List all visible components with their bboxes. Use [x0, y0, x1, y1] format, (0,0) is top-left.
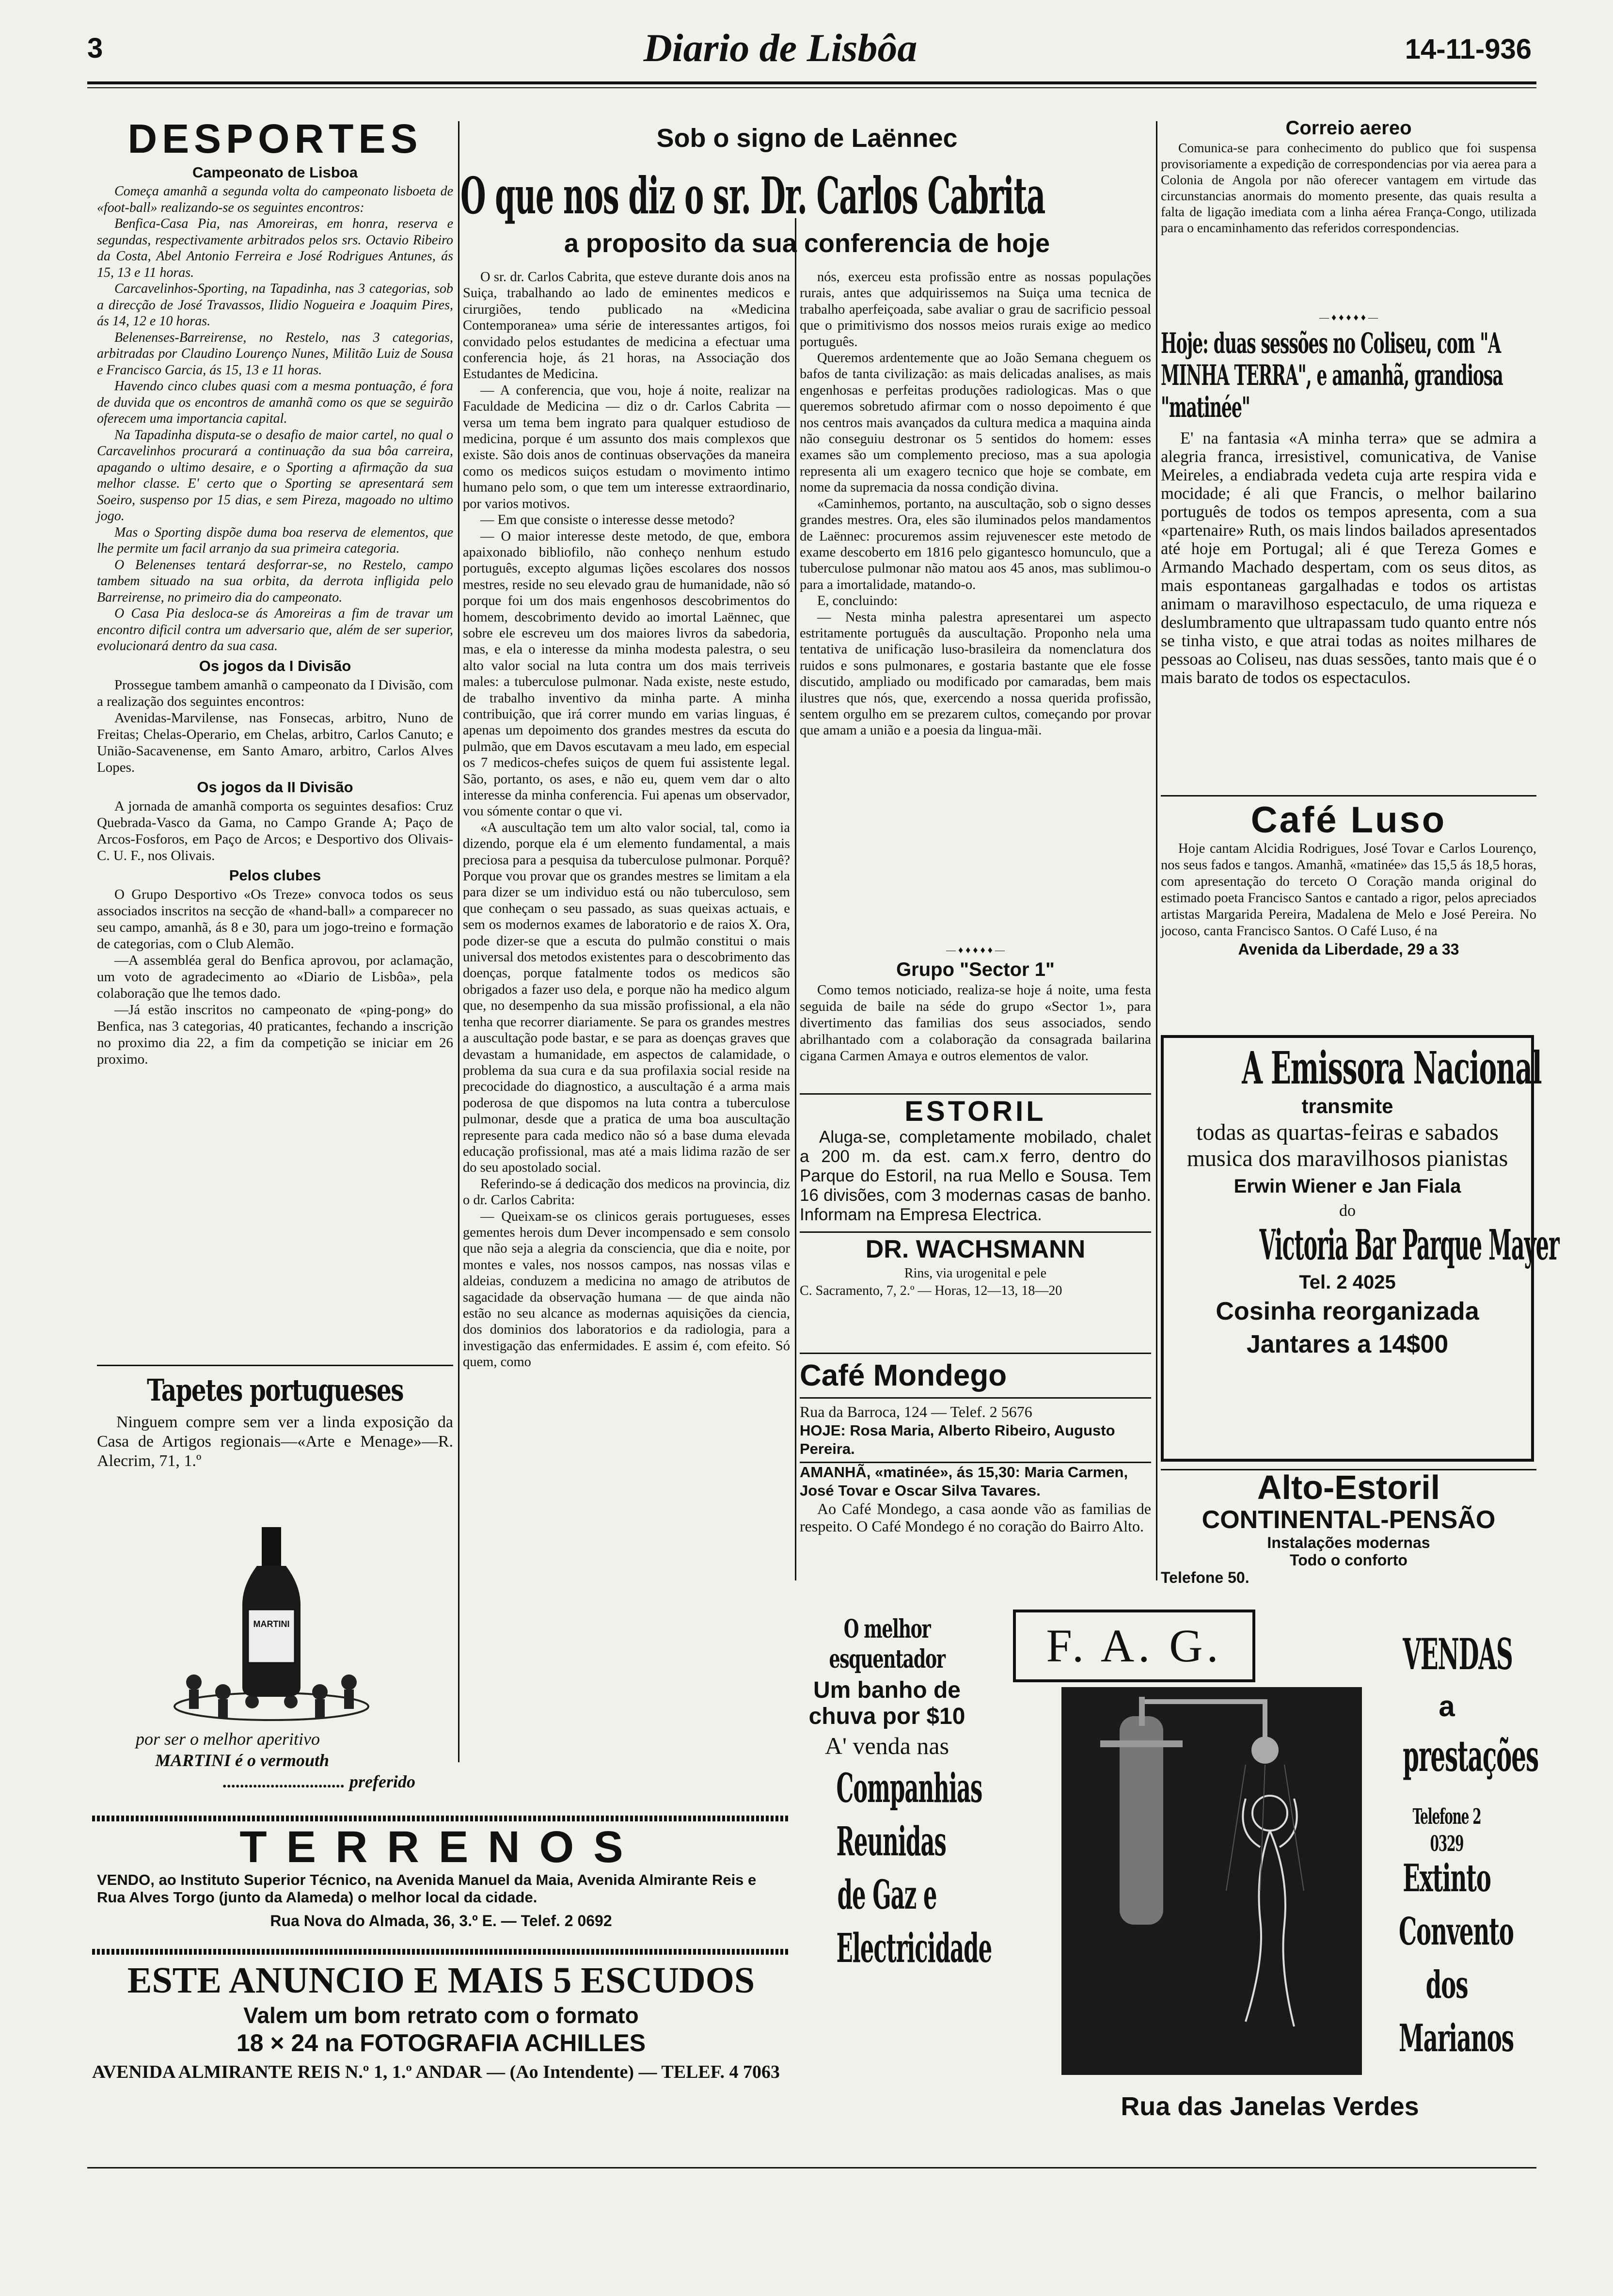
alto-estoril-subtitle: CONTINENTAL-PENSÃO — [1202, 1506, 1496, 1534]
div2-body — [97, 798, 453, 864]
luso-address: Avenida da Liberdade, 29 a 33 — [1238, 941, 1459, 958]
terrenos-bottom-border — [92, 1949, 790, 1955]
fag-a: a — [1439, 1690, 1455, 1722]
alto-estoril-ad — [1161, 1469, 1536, 1585]
gaz-line4: A' venda nas — [824, 1732, 949, 1759]
desportes-section — [97, 116, 453, 1387]
coliseu-headline: Hoje: duas sessões no Coliseu, com "A MINHA TERRA", e amanhã, grandiosa "matinée" — [1161, 327, 1503, 424]
mondego-rule — [800, 1397, 1151, 1399]
paragraph: O Belenenses tentará desforrar-se, no Restelo, campo tambem situado na sua orbita, da derrota infligida pelo Barreirense, no primeiro dia do campeonato. — [97, 557, 453, 605]
desportes-title: DESPORTES — [127, 116, 423, 161]
mondego-title: Café Mondego — [800, 1359, 1007, 1392]
paragraph: Comunica-se para conhecimento do publico que foi suspensa provisoriamente a expedição de correspondencias por via aerea para a Colonia de Angola por não oferecer vantagem em virtude das circunstancias anormais do momento presente, das quais resulta a falta de ligação imediata com a linha aérea França-Congo, utilizada para o encaminhamento das referidos correspondencias. — [1161, 140, 1536, 235]
divider — [800, 1093, 1151, 1095]
paragraph: O sr. dr. Carlos Cabrita, que esteve durante dois anos na Suiça, trabalhando ao lado de eminentes medicos e cirurgiões, tendo publicado na «Medicina Contemporanea» uma série de interessantes artigos, foi convidado pelos estudantes de medicina a efectuar uma conferencia hoje, ás 21 horas, na Associação dos Estudantes de Medicina. — [463, 270, 790, 382]
alto-estoril-phone: Telefone 50. — [1161, 1569, 1249, 1586]
terrenos-top-border — [92, 1816, 790, 1821]
estoril-title: ESTORIL — [904, 1096, 1046, 1127]
divider — [800, 1353, 1151, 1354]
pelos-clubes-body — [97, 886, 453, 1068]
paragraph: Prossegue tambem amanhã o campeonato da I Divisão, com a realização dos seguintes encontros: — [97, 677, 453, 709]
bottom-rule — [87, 2167, 1536, 2168]
fag-prestacoes: prestações — [1403, 1731, 1539, 1781]
terrenos-title: TERRENOS — [239, 1822, 643, 1872]
gaz-line1: O melhor — [843, 1614, 931, 1644]
header-rule — [87, 81, 1536, 84]
emissora-transmite: transmite — [1301, 1095, 1393, 1117]
issue-date: 14-11-936 — [1405, 33, 1532, 65]
column-rule-2 — [795, 218, 796, 1580]
alto-estoril-line1: Instalações modernas — [1267, 1534, 1430, 1551]
terrenos-ad — [92, 1823, 790, 1944]
emissora-ad — [1161, 1035, 1559, 1462]
gaz-line5: Companhias Reunidas de Gaz e Electricidade — [836, 1765, 992, 1972]
ornament-divider: — ♦ ♦ ♦ ♦ ♦ — — [946, 945, 1005, 956]
paragraph: —Já estão inscritos no campeonato de «ping-pong» do Benfica, nas 3 categorias, 40 praticantes, fechando a inscrição no proximo dia 22, a fim da competição se iniciar em 26 proximo. — [97, 1002, 453, 1067]
tapetes-ad — [97, 1372, 453, 1527]
martini-bottle-label: MARTINI — [253, 1619, 290, 1629]
paragraph: O Casa Pia desloca-se ás Amoreiras a fim de travar um encontro dificil contra um adversario que, além de ser superior, evolucionará dentro da sua casa. — [97, 606, 453, 654]
header-rule-thin — [87, 87, 1536, 88]
desportes-subtitle: Campeonato de Lisboa — [192, 164, 358, 181]
laennec-headline: O que nos diz o sr. Dr. Carlos Cabrita — [460, 166, 1045, 225]
emissora-do: do — [1339, 1202, 1356, 1220]
coliseu-item — [1161, 327, 1536, 793]
paragraph: Avenidas-Marvilense, nas Fonsecas, arbitro, Nuno de Freitas; Chelas-Operario, em Chelas, arbitro, Carlos Canuto; e União-Sacavenense, em Santo Amaro, arbitro, Carlos Alves Lopes. — [97, 710, 453, 775]
luso-body — [1161, 841, 1536, 940]
achilles-line2: Valem um bom retrato com o formato — [243, 2003, 639, 2028]
fag-logo: F. A. G. — [1046, 1620, 1222, 1672]
emissora-text: todas as quartas-feiras e sabados musica dos maravilhosos pianistas — [1186, 1119, 1508, 1171]
estoril-text: Aluga-se, completamente mobilado, chalet a 200 m. da est. cam.x ferro, dentro do Parque do Estoril, na rua Mello e Sousa. Tem 16 divisões, com 3 modernas casas de banho. Informam na Empresa Electrica. — [800, 1128, 1151, 1224]
div1-body — [97, 677, 453, 776]
fag-convento: Extinto Convento dos Marianos — [1399, 1856, 1514, 2060]
emissora-bar: Victoria Bar Parque Mayer — [1259, 1221, 1559, 1270]
correio-body — [1161, 140, 1536, 236]
bottle-icon — [242, 1527, 300, 1697]
emissora-tel: Tel. 2 4025 — [1299, 1272, 1396, 1293]
correio-title: Correio aereo — [1285, 117, 1412, 139]
divider — [800, 1231, 1151, 1233]
mondego-rule-2 — [800, 1462, 1151, 1463]
wachsmann-line1: Rins, via urogenital e pele — [904, 1266, 1047, 1281]
paragraph: Queremos ardentemente que ao João Semana cheguem os bafos de tanta civilização: as mais delicadas analises, as mais engenhosas e perfeitas produções radiologicas. Mas o que queremos sobretudo afirmar com o nosso depoimento é que nos centros mais avançados da cultura medica a maquina ainda não conseguiu destronar os 5 sentidos do homem: esses exames são um complemento precioso, mas a sua apologia representa ali um exagero tecnico que hoje se combate, em nome da supremacia da nossa condição divina. — [800, 351, 1151, 495]
terrenos-text: VENDO, ao Instituto Superior Técnico, na Avenida Manuel da Maia, Avenida Almirante Reis e Rua Alves Torgo (junto da Alameda) o melhor local da cidade. — [97, 1871, 757, 1906]
paragraph: Na Tapadinha disputa-se o desafio de maior cartel, no qual o Carcavelinhos procurará a continuação da sua bôa carreira, apagando o ultimo desaire, e o Sporting a afirmação da sua melhor classe. E' certo que o Sporting se apresentará sem Soeiro, suspenso por 15 dias, e sem Pireza, magoado no ultimo jogo. — [97, 427, 453, 524]
achilles-ad — [92, 1959, 790, 2119]
paragraph: nós, exerceu esta profissão entre as nossas populações rurais, antes que adquirissemos na Suiça uma tecnica de trabalho aperfeiçoada, sabe avaliar o grau de sacrificio pessoal que o primitivismo dos nossos meios rurais exige ao medico português. — [800, 270, 1151, 350]
mondego-address: Rua da Barroca, 124 — Telef. 2 5676 — [800, 1403, 1032, 1420]
paragraph: Mas o Sporting dispõe duma boa reserva de elementos, que lhe permite um facil arranjo da sua primeira categoria. — [97, 525, 453, 556]
alto-estoril-line2: Todo o conforto — [1290, 1551, 1407, 1569]
paragraph: E, concluindo: — [817, 593, 898, 609]
laennec-kicker: Sob o signo de Laënnec — [656, 124, 958, 153]
paragraph: — Em que consiste o interesse desse metodo? — [480, 512, 735, 528]
laennec-column-1 — [463, 269, 790, 1816]
wachsmann-title: DR. WACHSMANN — [865, 1235, 1086, 1263]
paragraph: «Caminhemos, portanto, na auscultação, sob o signo desses grandes mestres. Ora, eles são iluminados pelos mandamentos de Laënnec: procuremos assim rejuvenescer este metodo de exame descoberto em 1816 pelo gigantesco homunculo, que a tuberculose pulmonar não matou aos 45 anos, mas sublimou-o para a imortalidade, matando-o. — [800, 496, 1151, 592]
martini-line3: ............................ preferido — [223, 1772, 415, 1791]
div1-title: Os jogos da I Divisão — [199, 657, 351, 674]
mondego-tomorrow: AMANHÃ, «matinée», ás 15,30: Maria Carmen, José Tovar e Oscar Silva Tavares. — [800, 1464, 1128, 1499]
emissora-jantares: Jantares a 14$00 — [1246, 1330, 1449, 1358]
wachsmann-ad — [800, 1234, 1151, 1345]
desportes-body — [97, 183, 453, 654]
tapetes-title: Tapetes portugueses — [147, 1372, 403, 1408]
paragraph: Benfica-Casa Pia, nas Amoreiras, em honra, reserva e segundas, respectivamente arbitrados pelos srs. Octavio Ribeiro da Costa, Abel Antonio Ferreira e José Rodrigues Antunes, ás 15, 13 e 11 horas. — [97, 216, 453, 280]
pelos-clubes-title: Pelos clubes — [229, 866, 321, 884]
paragraph: Carcavelinhos-Sporting, na Tapadinha, nas 3 categorias, sob a direcção de José Travassos, Ilidio Nogueira e Joaquim Pires, ás 14, 12 e 10 horas. — [97, 281, 453, 329]
fag-ad — [1008, 1610, 1539, 2143]
mondego-today: HOJE: Rosa Maria, Alberto Ribeiro, Augusto Pereira. — [800, 1422, 1115, 1457]
column-rule-3 — [1156, 121, 1157, 1580]
martini-line2: MARTINI é o vermouth — [155, 1751, 330, 1770]
paragraph: — O maior interesse deste metodo, de que, embora apaixonado bibliofilo, não conheço nenhum estudo português, excepto algumas lições escolares dos nossos mestres, reside no seu elevado grau de humanidade, não só porque foi um dos mais engenhosos descobrimentos do homem, descobrimento devido ao imortal Laënnec, que sobre ele escreveu um dos maiores livros da sabedoria, mas, e ela o interesse da minha modesta palestra, o seu alto valor social na luta contra um dos mais terriveis males: a tuberculose pulmonar. Nada existe, neste estudo, de trabalho inventivo da minha parte. A minha contribuição, que irá correr mundo em varias linguas, é apenas um depoimento dos grandes mestres da escuta do pulmão, que em Davos escutavam a meu lado, em especial os 7 medicos-chefes suiços de quem fui assistente legal. São, portanto, os ases, e não eu, quem vem dar o alto interesse da minha conferencia. Fui apenas um observador, vou sómente contar o que vi. — [463, 528, 790, 819]
paragraph: O Grupo Desportivo «Os Treze» convoca todos os seus associados inscritos na secção de «hand-ball» a comparecer no seu campo, amanhã, ás 8 e 30, para um jogo-treino e formação de categorias, com o Club Alemão. — [97, 886, 453, 952]
paragraph: Começa amanhã a segunda volta do campeonato lisboeta de «foot-ball» realizando-se os seguintes encontros: — [97, 184, 453, 215]
paragraph: Referindo-se á dedicação dos medicos na provincia, diz o dr. Carlos Cabrita: — [463, 1176, 790, 1208]
wachsmann-line2: C. Sacramento, 7, 2.º — Horas, 12—13, 18—20 — [800, 1283, 1062, 1298]
tapetes-text: Ninguem compre sem ver a linda exposição da Casa de Artigos regionais—«Arte e Menage»—R. Alecrim, 71, 1.º — [97, 1413, 453, 1470]
emissora-cosinha: Cosinha reorganizada — [1216, 1297, 1479, 1325]
achilles-line4: AVENIDA ALMIRANTE REIS N.º 1, 1.º ANDAR — (Ao Intendente) — TELEF. 4 7063 — [92, 2062, 780, 2082]
paragraph: Como temos noticiado, realiza-se hoje á noite, uma festa seguida de baile na séde do grupo «Sector 1», para divertimento das familias dos seus associados, sendo abrilhantado com a colaboração da consagrada bailarina cigana Carmen Amaya e outros elementos de valor. — [800, 982, 1151, 1064]
paragraph: — Nesta minha palestra apresentarei um aspecto estritamente português da auscultação. Proponho nela uma tentativa de unificação luso-brasileira da nomenclatura dos ruidos e sons pulmonares, e gostaria bastante que ele fosse discutido, ampliado ou modificado por camaradas, bem mais ilustres que nós, que, exercendo a nossa querida profissão, sentem orgulho em se prezarem cultos, começando por provar que amam a união e a poesia da lingua-mãi. — [800, 609, 1151, 738]
mondego-ad — [800, 1357, 1151, 1580]
masthead: Diario de Lisbôa — [643, 26, 917, 70]
sector1-item — [800, 957, 1151, 1084]
sector1-title: Grupo "Sector 1" — [896, 959, 1055, 980]
alto-estoril-title: Alto-Estoril — [1257, 1468, 1440, 1506]
estoril-ad — [800, 1096, 1151, 1227]
divider — [97, 1365, 453, 1366]
laennec-column-2 — [800, 269, 1151, 996]
luso-title: Café Luso — [1250, 799, 1447, 841]
ornament-divider: — ♦ ♦ ♦ ♦ ♦ — — [1319, 312, 1378, 323]
martini-line1: por ser o melhor aperitivo — [136, 1729, 320, 1749]
paragraph: Belenenses-Barreirense, no Restelo, nas 3 categorias, arbitradas por Claudino Lourenço Nunes, Militão Luiz de Sousa e Francisco Garcia, ás 15, 13 e 11 horas. — [97, 330, 453, 378]
mondego-closing: Ao Café Mondego, a casa aonde vão as familias de respeito. O Café Mondego é no coração do Bairro Alto. — [800, 1500, 1151, 1535]
martini-ad — [97, 1522, 453, 1808]
terrenos-address: Rua Nova do Almada, 36, 3.º E. — Telef. 2 0692 — [270, 1912, 612, 1929]
paragraph: Havendo cinco clubes quasi com a mesma pontuação, é fora de duvida que os encontros de amanhã como os que se seguirão oferecem uma importancia capital. — [97, 379, 453, 426]
correio-item — [1161, 116, 1536, 330]
achilles-line3: 18 × 24 na FOTOGRAFIA ACHILLES — [236, 2029, 646, 2057]
paragraph: A jornada de amanhã comporta os seguintes desafios: Cruz Quebrada-Vasco da Gama, no Campo Grande A; Paço de Arcos-Fosforos, em Paço de Arcos; e Desportivo dos Olivais-C. U. F., nos Olivais. — [97, 798, 453, 863]
coliseu-text: E' na fantasia «A minha terra» que se admira a alegria franca, irresistivel, comunicativa, de Vanise Meireles, a endiabrada vedeta cuja arte respira vida e mocidade; é ali que Francis, o melhor bailarino português de todos os tempos apresenta, com a sua «partenaire» Ruth, os mais lindos bailados apresentados até hoje em Portugal; ali é que Tereza Gomes e Armando Machado despertam, com os seus ditos, as mais espontaneas gargalhadas e todos os artistas animam o maravilhoso espectaculo, de uma riqueza e deslumbramento que ultrapassam tudo quanto entre nós se tinha visto, e que atrai todas as noites milhares de pessoas ao Coliseu, nas duas sessões, tanto mais que é o mais barato de todos os espectaculos. — [1161, 429, 1536, 687]
shower-illustration — [1061, 1687, 1362, 2075]
fag-street: Rua das Janelas Verdes — [1121, 2092, 1419, 2121]
paragraph: — Queixam-se os clinicos gerais portugueses, esses gementes herois dum Dever incompensado e sem consolo que não seja a alegria da consciencia, que dia e noite, por montes e vales, nos nossos campos, nas nossas vilas e aldeias, conduzem a medicina no amago de atributos de sagacidade da observação humana — de que ainda não estão no seu alcance as modernas aquisições da ciencia, dos dominios dos laboratorios e da radiologia, para a investigação das enfermidades. E assim é, com efeito. Só quem, como — [463, 1209, 790, 1370]
sector1-body — [800, 982, 1151, 1064]
div2-title: Os jogos da II Divisão — [197, 778, 353, 796]
paragraph: Hoje cantam Alcidia Rodrigues, José Tovar e Carlos Lourenço, nos seus fados e tangos. Amanhã, «matinée» das 15,5 ás 18,5 horas, com apresentação do terceto O Coração manda original do estimado poeta Francisco Santos e cantado a rigor, pelos apreciados artistas Margarida Pereira, Madalena de Melo e José Pereira. No jocoso, canta Francisco Santos. O Café Luso, é na — [1161, 841, 1536, 939]
gaz-line3: Um banho de chuva por $10 — [808, 1677, 965, 1729]
achilles-line1: ESTE ANUNCIO E MAIS 5 ESCUDOS — [127, 1960, 755, 2001]
fag-logo-box — [1013, 1610, 1255, 1682]
laennec-deck: a proposito da sua conferencia de hoje — [564, 229, 1050, 258]
fag-vendas: VENDAS — [1403, 1629, 1513, 1679]
emissora-artists: Erwin Wiener e Jan Fiala — [1233, 1176, 1461, 1197]
column-rule-1 — [458, 121, 459, 1762]
paragraph: «A auscultação tem um alto valor social, tal, como ia dizendo, porque ela é um elemento fundamental, a mais preciosa para a pesquisa da tuberculose pulmonar. Porquê? Porque vou provar que os grandes mestres se limitam a ela para dizer se um individuo está ou não tuberculoso, sem que conheçam o seu passado, as suas queixas actuais, e sem os modernos exames de laboratorio e de raios X. Ora, pode dizer-se que a escuta do pulmão constitui o mais universal dos metodos existentes para o descobrimento das doenças, porque fatalmente todos os medicos são obrigados a fazer uso dela, e porque não ha medico algum que, no desempenho da sua missão profissional, a ela não tenha que recorrer diariamente. Se para os grandes mestres a auscultação pode bastar, e se para as doenças graves que devastam a humanidade, em aspectos de calamidade, o problema da sua cura e da sua profilaxia social reside na precocidade do diagnostico, a auscultação é a arma mais poderosa de que dispomos na luta contra a tuberculose pulmonar, desde que a pratica de uma boa auscultação represente para cada medico não só a base duma elevada educação profissional, mas até a mais lidima razão de ser do seu apostolado social. — [463, 820, 790, 1176]
gaz-line2: esquentador — [829, 1644, 945, 1674]
emissora-title: A Emissora Nacional — [1242, 1042, 1542, 1094]
divider — [1161, 795, 1536, 797]
paragraph: — A conferencia, que vou, hoje á noite, realizar na Faculdade de Medicina — diz o dr. Carlos Cabrita — versa um tema bem ingrato para qualquer estudioso de medicina, porque é um assunto dos mais complexos que existe. São dois anos de continuas observações da maneira como os medicos suiços estudam o movimento intimo humano pelo som, o que tem um interesse extraordinario, por varios motivos. — [463, 383, 790, 511]
page-number: 3 — [87, 32, 103, 64]
gaz-ad — [795, 1614, 992, 2148]
fag-telefone: Telefone 2 0329 — [1412, 1804, 1481, 1856]
paragraph: —A assembléa geral do Benfica aprovou, por aclamação, um voto de agradecimento ao «Diario de Lisbôa», pela colaboração que lhe temos dado. — [97, 952, 453, 1001]
laennec-headline-box — [460, 167, 1154, 225]
luso-ad — [1161, 800, 1536, 1023]
